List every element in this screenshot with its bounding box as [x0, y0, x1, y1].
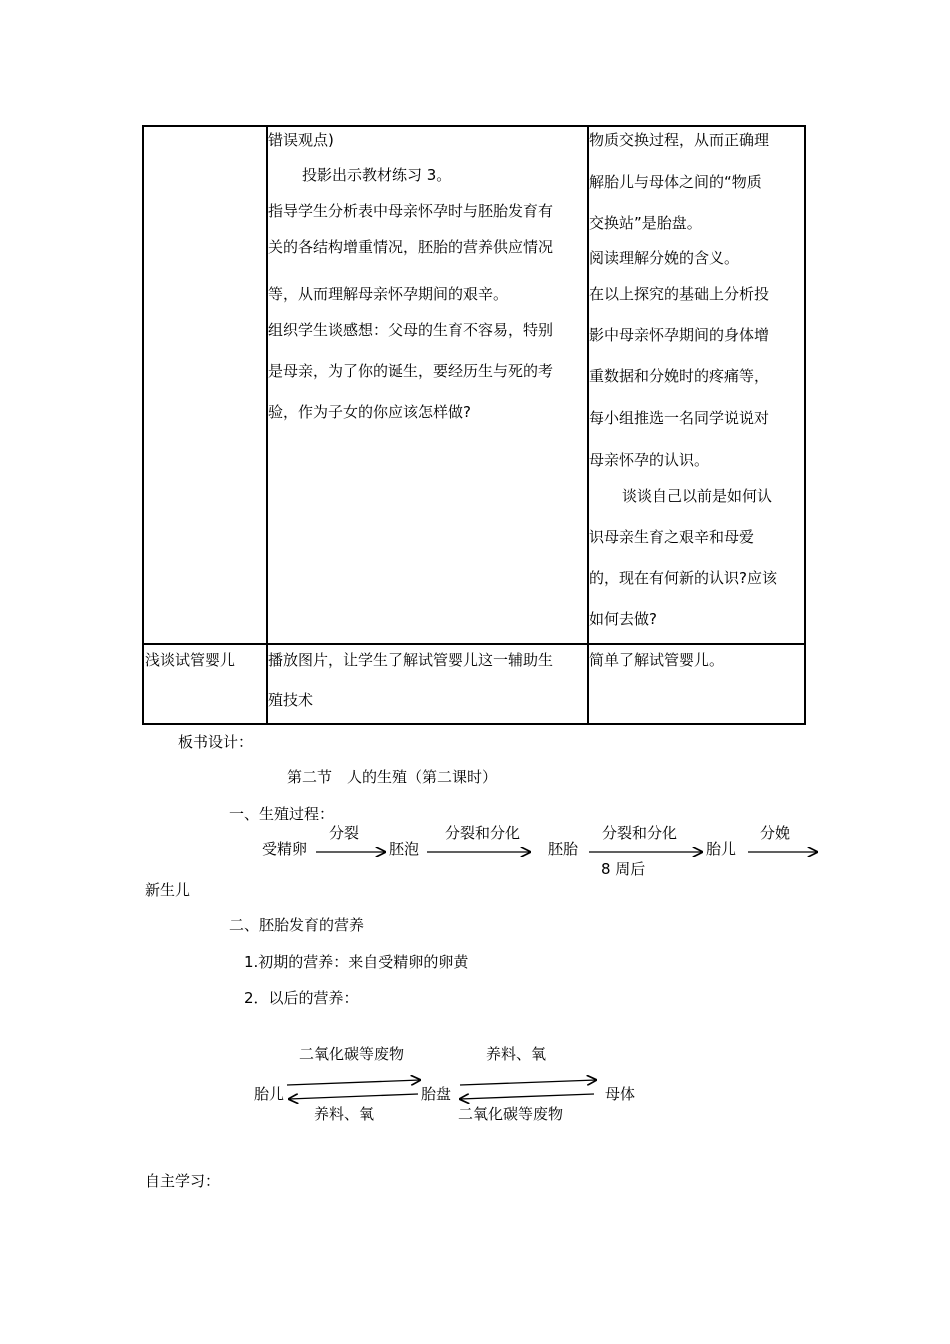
exchange-arrow [460, 1094, 594, 1099]
cell-text-line: 阅读理解分娩的含义。 [589, 249, 740, 267]
section-heading: 二、胚胎发育的营养 [229, 916, 365, 934]
exchange-label: 养料、氧 [486, 1045, 547, 1063]
arrow-label: 分裂和分化 [602, 824, 678, 842]
flow-node: 新生儿 [145, 881, 191, 899]
section-heading: 自主学习： [145, 1172, 221, 1190]
flow-node: 胎儿 [706, 840, 737, 858]
cell-text-line: 重数据和分娩时的疼痛等， [589, 367, 770, 385]
exchange-node: 母体 [605, 1085, 636, 1103]
cell-text-line: 简单了解试管婴儿。 [589, 651, 725, 669]
cell-text-line: 谈谈自己以前是如何认 [622, 487, 773, 505]
cell-text-line: 殖技术 [268, 691, 314, 709]
exchange-node: 胎盘 [421, 1085, 452, 1103]
arrow-label: 分裂和分化 [445, 824, 521, 842]
cell-text-line: 影中母亲怀孕期间的身体增 [589, 326, 770, 344]
flow-node: 胚胎 [548, 840, 579, 858]
exchange-arrow [460, 1080, 596, 1085]
cell-text-line: 投影出示教材练习 3。 [302, 166, 452, 184]
board-title: 第二节 人的生殖（第二课时） [287, 768, 498, 786]
cell-text-line: 的，现在有何新的认识?应该 [589, 569, 777, 587]
cell-text-line: 识母亲生育之艰辛和母爱 [589, 528, 755, 546]
cell-text-line: 每小组推选一名同学说说对 [589, 409, 770, 427]
cell-text-line: 指导学生分析表中母亲怀孕时与胚胎发育有 [268, 202, 554, 220]
exchange-label: 养料、氧 [314, 1105, 375, 1123]
exchange-arrow [289, 1094, 418, 1099]
cell-text-line: 解胎儿与母体之间的“物质 [589, 173, 762, 191]
exchange-label: 二氧化碳等废物 [458, 1105, 564, 1123]
list-item: 1.初期的营养：来自受精卵的卵黄 [244, 953, 469, 971]
cell-text-line: 播放图片，让学生了解试管婴儿这一辅助生 [268, 651, 554, 669]
cell-text-line: 交换站”是胎盘。 [589, 214, 702, 232]
flow-node: 胚泡 [389, 840, 420, 858]
cell-text-line: 如何去做? [589, 610, 657, 628]
section-heading: 一、生殖过程： [229, 805, 335, 823]
arrow-label: 8 周后 [601, 860, 646, 878]
cell-text-line: 验，作为子女的你应该怎样做? [268, 403, 471, 421]
cell-text-line: 母亲怀孕的认识。 [589, 451, 710, 469]
cell-text-line: 在以上探究的基础上分析投 [589, 285, 770, 303]
cell-text-line: 是母亲，为了你的诞生，要经历生与死的考 [268, 362, 554, 380]
cell-text-line: 错误观点) [268, 131, 334, 149]
cell-text-line: 等，从而理解母亲怀孕期间的艰辛。 [268, 285, 509, 303]
exchange-node: 胎儿 [254, 1085, 285, 1103]
list-item: 2．以后的营养： [244, 989, 359, 1007]
cell-text-line: 物质交换过程，从而正确理 [589, 131, 770, 149]
cell-text-line: 关的各结构增重情况，胚胎的营养供应情况 [268, 238, 554, 256]
exchange-arrow [287, 1080, 420, 1085]
row-title: 浅谈试管婴儿 [145, 651, 236, 669]
flow-node: 受精卵 [262, 840, 308, 858]
exchange-label: 二氧化碳等废物 [299, 1045, 405, 1063]
arrow-label: 分娩 [760, 824, 791, 842]
board-heading: 板书设计： [178, 733, 254, 751]
arrow-label: 分裂 [329, 824, 360, 842]
cell-text-line: 组织学生谈感想：父母的生育不容易，特别 [268, 321, 554, 339]
